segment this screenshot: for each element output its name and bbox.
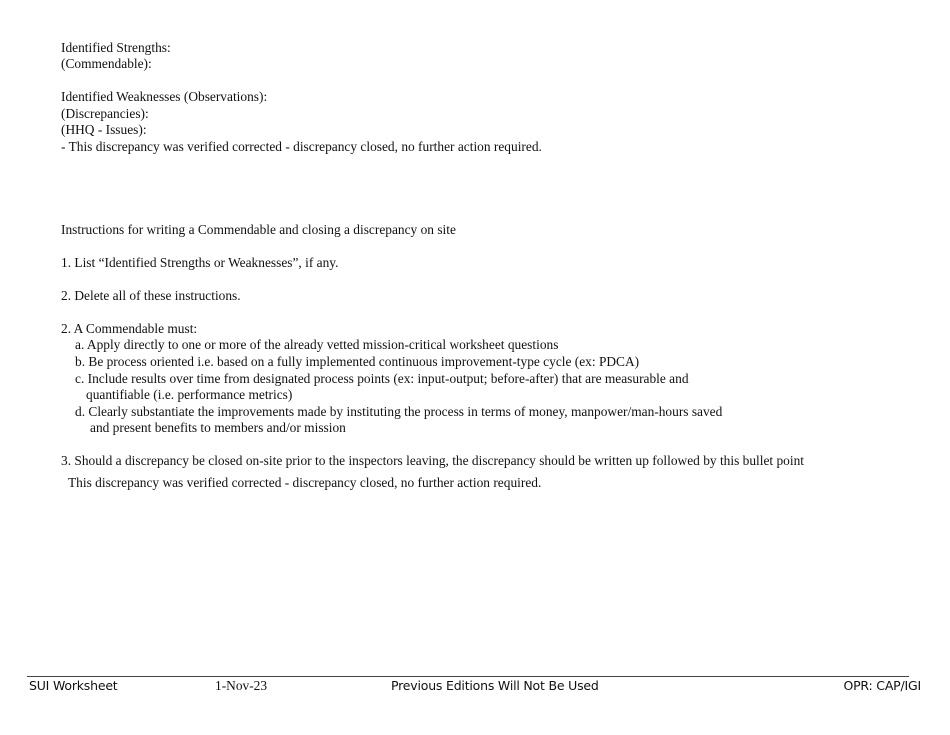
instruction-sub-c: c. Include results over time from designated process points (ex: input-output; before-after) that are measurable and: [75, 371, 689, 386]
instruction-sub-b: b. Be process oriented i.e. based on a fully implemented continuous improvement-type cycle (ex: PDCA): [75, 354, 640, 369]
instruction-sub-d-continued: and present benefits to members and/or mission: [90, 420, 346, 435]
footer-date: 1-Nov-23: [215, 678, 268, 693]
instruction-item-closing: 3. Should a discrepancy be closed on-site prior to the inspectors leaving, the discrepancy should be written up followed by this bullet point: [61, 453, 805, 468]
instruction-bullet-text: This discrepancy was verified corrected - discrepancy closed, no further action required.: [68, 475, 542, 490]
hhq-issues-heading: (HHQ - Issues):: [61, 122, 147, 137]
instruction-item-1: 1. List “Identified Strengths or Weaknesses”, if any.: [61, 255, 339, 270]
footer-form-name: SUI Worksheet: [29, 678, 118, 693]
strengths-heading: Identified Strengths:: [61, 40, 171, 55]
footer-divider: [27, 676, 909, 677]
instruction-sub-c-continued: quantifiable (i.e. performance metrics): [86, 387, 293, 402]
instruction-sub-d: d. Clearly substantiate the improvements made by instituting the process in terms of money, manpower/man-hours saved: [75, 404, 723, 419]
instruction-item-commendable: 2. A Commendable must:: [61, 321, 198, 336]
weaknesses-heading: Identified Weaknesses (Observations):: [61, 89, 268, 104]
footer-opr: OPR: CAP/IGI: [843, 678, 921, 693]
commendable-heading: (Commendable):: [61, 56, 152, 71]
instructions-title: Instructions for writing a Commendable and closing a discrepancy on site: [61, 222, 456, 237]
discrepancies-heading: (Discrepancies):: [61, 106, 149, 121]
footer-editions-note: Previous Editions Will Not Be Used: [391, 678, 599, 693]
instruction-sub-a: a. Apply directly to one or more of the already vetted mission-critical worksheet questions: [75, 337, 559, 352]
instruction-item-2: 2. Delete all of these instructions.: [61, 288, 241, 303]
discrepancy-closed-note: - This discrepancy was verified corrected - discrepancy closed, no further action required.: [61, 139, 542, 154]
